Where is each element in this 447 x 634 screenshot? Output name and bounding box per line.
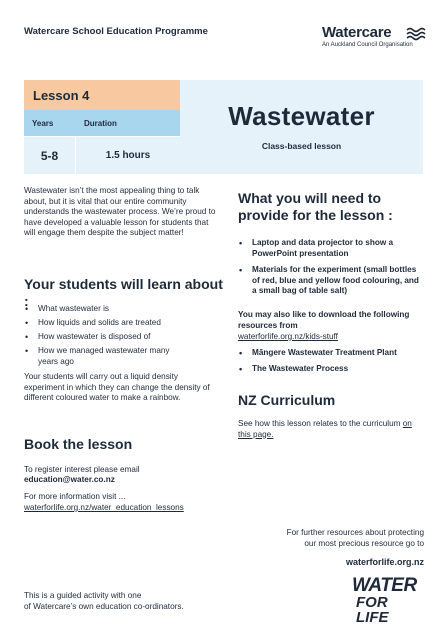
years-value-cell — [24, 136, 76, 174]
wfl-line2: FOR LIFE — [356, 594, 389, 626]
intro-paragraph: Wastewater isn’t the most appealing thing to talk about, but it is vital that our entire community understands the wastewater process. We’re proud to have developed a valuable lesson for students that will engage them despite the subject matter! — [24, 186, 216, 237]
list-item: • How liquids and solids are treated — [24, 318, 214, 329]
kids-stuff-link[interactable]: waterforlife.org.nz/kids-stuff — [238, 332, 338, 341]
need-heading-line2: provide for the lesson : — [238, 207, 393, 223]
email-link[interactable]: education@water.co.nz — [24, 475, 115, 484]
waves-icon — [406, 24, 426, 44]
list-item: • Māngere Wastewater Treatment Plant — [238, 348, 424, 359]
curriculum-link[interactable]: on this page. — [238, 419, 412, 439]
logo-wordmark: Watercare — [322, 24, 392, 41]
further-resources-line2: our most precious resource go to — [304, 538, 424, 548]
lesson-number: Lesson 4 — [33, 88, 90, 103]
logo-tagline: An Auckland Council Organisation — [322, 42, 413, 48]
list-item: • What wastewater is — [24, 304, 214, 315]
wfl-line1: WATER — [352, 575, 417, 596]
experiment-paragraph: Your students will carry out a liquid density experiment in which they can change the density of different coloured water to make a rainbow. — [24, 372, 210, 402]
lesson-title: Wastewater — [228, 101, 375, 131]
need-list — [238, 238, 424, 300]
guided-line2: of Watercare’s own education co-ordinators. — [24, 601, 184, 611]
lessons-link[interactable]: waterforlife.org.nz/water_education_lessons — [24, 503, 184, 512]
download-text: You may also like to download the following resources from — [238, 310, 410, 330]
register-text: To register interest please email — [24, 465, 140, 474]
guided-activity-text — [24, 591, 244, 612]
list-item: • Laptop and data projector to show a PowerPoint presentation — [238, 238, 424, 259]
learn-heading: Your students will learn about : — [24, 276, 223, 309]
duration-value-cell — [76, 136, 180, 174]
further-resources-line1: For further resources about protecting — [286, 528, 424, 537]
programme-title: Watercare School Education Programme — [24, 26, 208, 37]
years-header-cell — [24, 110, 76, 136]
water-for-life-logo — [352, 577, 424, 625]
lesson-subtitle: Class-based lesson — [261, 141, 342, 151]
list-item: • How wastewater is disposed of — [24, 332, 214, 343]
list-item: • The Wastewater Process — [238, 364, 424, 375]
list-item: • How we managed wastewater many years ago — [24, 346, 214, 367]
guided-line1: This is a guided activity with one — [24, 591, 142, 600]
learn-list — [24, 304, 214, 371]
curriculum-text: See how this lesson relates to the curriculum — [238, 419, 401, 428]
duration-header-cell — [76, 110, 180, 136]
list-item: • Materials for the experiment (small bottles of red, blue and yellow food colouring, and a small bag of table salt) — [238, 265, 424, 297]
more-info-text: For more information visit ... — [24, 492, 126, 501]
curriculum-heading: NZ Curriculum — [238, 392, 336, 408]
duration-header: Duration — [84, 119, 117, 128]
book-heading: Book the lesson — [24, 436, 133, 452]
watercare-logo — [322, 24, 426, 48]
resources-list — [238, 348, 424, 379]
lesson-badge — [24, 80, 180, 110]
duration-value: 1.5 hours — [105, 150, 151, 161]
site-link[interactable]: waterforlife.org.nz — [345, 557, 424, 567]
years-header: Years — [32, 119, 54, 128]
curriculum-paragraph — [238, 419, 424, 440]
years-value: 5-8 — [40, 149, 59, 163]
further-resources-text — [200, 528, 424, 549]
need-heading — [238, 190, 428, 224]
need-heading-line1: What you will need to — [238, 190, 382, 206]
